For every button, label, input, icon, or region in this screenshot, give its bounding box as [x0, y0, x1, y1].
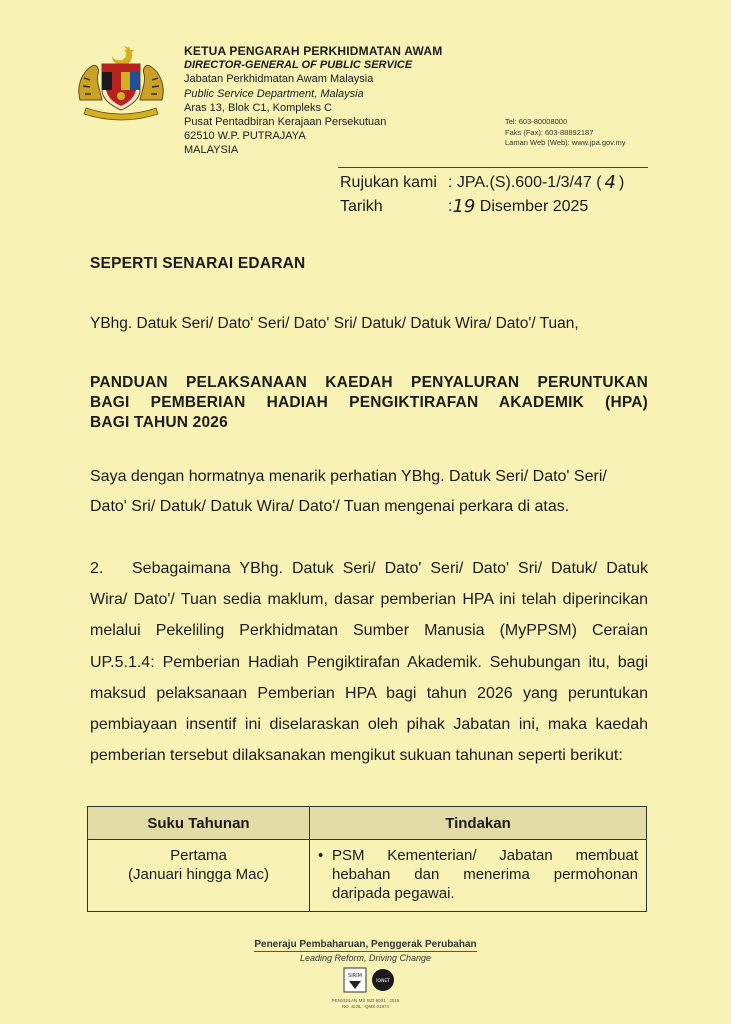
reference-number: : JPA.(S).600-1/3/47 (	[448, 174, 602, 191]
certification-logos	[338, 966, 400, 996]
date-month-year: Disember 2025	[475, 198, 589, 215]
subject-line: BAGI TAHUN 2026	[90, 414, 228, 431]
department-ms: Jabatan Perkhidmatan Awam Malaysia	[184, 73, 374, 86]
office-title-en: DIRECTOR-GENERAL OF PUBLIC SERVICE	[184, 59, 413, 72]
address-line: 62510 W.P. PUTRAJAYA	[184, 130, 306, 143]
address-line: Aras 13, Blok C1, Kompleks C	[184, 101, 332, 114]
quarter-months: (Januari hingga Mac)	[128, 866, 269, 883]
iqnet-cert-icon	[372, 969, 394, 991]
column-header-action: Tindakan	[310, 807, 647, 840]
action-bullet-item	[318, 846, 638, 903]
bullet-icon: •	[318, 847, 324, 864]
paragraph-2-text: Sebagaimana YBhg. Datuk Seri/ Dato' Seri/ Dato' Sri/ Datuk/ Datuk Wira/ Dato'/ Tuan sedia maklum, dasar pemberian HPA ini telah diperincikan melalui Pekeliling Perkhidmatan Sumber Manusia (MyPPSM) Ceraian UP.5.1.4: Pemberian Hadiah Pengiktirafan Akademik. Sehubungan itu, bagi maksud pelaksanaan Pemberian HPA bagi tahun 2026 yang peruntukan pembiayaan insentif ini diselaraskan oleh pihak Jabatan ini, maka kaedah pemberian tersebut dilaksanakan mengikut sukuan tahunan seperti berikut:	[90, 560, 648, 765]
iqnet-label: IQNET	[376, 979, 390, 984]
department-en: Public Service Department, Malaysia	[184, 87, 364, 100]
date-handwritten-day: 19	[452, 196, 476, 217]
quarter-name: Pertama	[170, 847, 227, 864]
action-text: PSM Kementerian/ Jabatan membuat hebahan dan menerima permohonan daripada pegawai.	[332, 847, 638, 902]
address-line: MALAYSIA	[184, 144, 239, 157]
table-row	[88, 840, 647, 912]
website: Laman Web (Web): www.jpa.gov.my	[505, 138, 626, 147]
footer-motto-ms	[0, 939, 731, 950]
fax: Faks (Fax): 603-88892187	[505, 127, 594, 137]
contact-block	[505, 117, 625, 149]
reference-close-paren: )	[619, 174, 625, 191]
letterhead	[184, 44, 504, 158]
table-header-row	[88, 807, 647, 840]
reference-row	[340, 171, 624, 195]
footer-motto-ms-text: Peneraju Pembaharuan, Penggerak Perubahan	[254, 939, 477, 950]
reference-handwritten-number: 4	[604, 172, 616, 193]
sirim-label: SIRIM	[348, 973, 362, 979]
distribution-heading: SEPERTI SENARAI EDARAN	[90, 255, 306, 272]
cert-line: PENSIJILAN MS ISO 9001 : 2015	[331, 998, 400, 1003]
sirim-cert-icon	[344, 968, 366, 992]
reference-block	[340, 171, 624, 219]
cert-line: NO. SIJIL : QMS 01974	[341, 1003, 390, 1009]
quarter-cell	[88, 840, 310, 912]
paragraph-1: Saya dengan hormatnya menarik perhatian YBhg. Datuk Seri/ Dato' Seri/ Dato' Sri/ Datuk/ Datuk Wira/ Dato'/ Tuan mengenai perkara di atas.	[90, 468, 607, 515]
subject-title	[90, 373, 648, 433]
date-label: Tarikh	[340, 198, 383, 215]
paragraph-2	[90, 553, 648, 771]
date-row	[340, 195, 624, 219]
salutation: YBhg. Datuk Seri/ Dato' Seri/ Dato' Sri/ Datuk/ Datuk Wira/ Dato'/ Tuan,	[90, 315, 579, 332]
telephone: Tel: 603-80008000	[505, 117, 568, 126]
action-cell	[310, 840, 647, 912]
date-colon: :	[448, 198, 453, 215]
quarterly-schedule-table	[87, 806, 647, 912]
office-title-ms: KETUA PENGARAH PERKHIDMATAN AWAM	[184, 44, 443, 58]
reference-label: Rujukan kami	[340, 174, 437, 191]
malaysia-coat-of-arms-icon	[72, 42, 170, 122]
subject-line: BAGI PEMBERIAN HADIAH PENGIKTIRAFAN AKADEMIK (HPA)	[90, 394, 648, 411]
footer-motto-en: Leading Reform, Driving Change	[299, 953, 432, 963]
subject-line: PANDUAN PELAKSANAAN KAEDAH PENYALURAN PERUNTUKAN	[90, 374, 648, 391]
paragraph-number: 2.	[90, 560, 104, 577]
certification-text	[0, 998, 731, 1009]
reference-divider	[338, 167, 648, 168]
address-line: Pusat Pentadbiran Kerajaan Persekutuan	[184, 116, 387, 129]
column-header-quarter: Suku Tahunan	[88, 807, 310, 840]
